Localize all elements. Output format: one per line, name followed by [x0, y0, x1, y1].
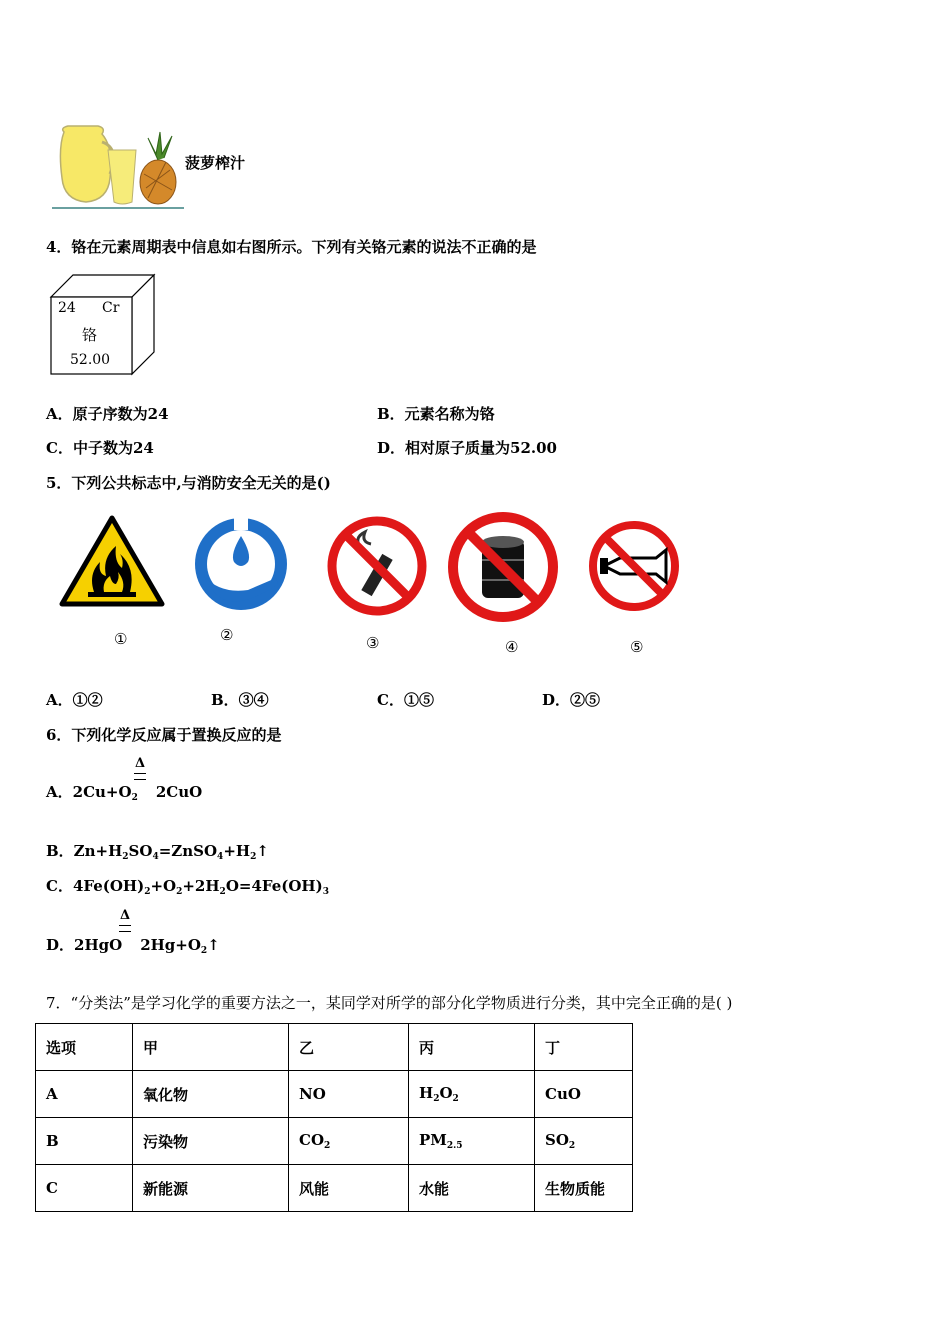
flammable-warning-sign-icon — [58, 514, 166, 608]
row-b-jia: 污染物 — [133, 1118, 289, 1165]
header-jia: 甲 — [133, 1024, 289, 1071]
q6d-equals-mark — [119, 925, 131, 932]
sign-label-2: ② — [220, 626, 234, 644]
pineapple-juice-illustration — [48, 118, 188, 213]
q6-option-a[interactable]: A．$2Cu+O_2$ 2CuO — [46, 783, 203, 803]
water-saving-sign-icon — [190, 514, 292, 614]
row-b-bing: $PM_{2.5}$ — [409, 1118, 535, 1165]
q5-option-d[interactable]: D．②⑤ — [542, 691, 601, 709]
sign-label-3: ③ — [366, 634, 380, 652]
row-a-jia: 氧化物 — [133, 1071, 289, 1118]
element-card-chromium — [48, 272, 158, 377]
row-a-yi: NO — [289, 1071, 409, 1118]
row-c-option: C — [36, 1165, 133, 1212]
table-header-row — [36, 1024, 633, 1071]
table-row — [36, 1165, 633, 1212]
no-smoking-sign-icon — [325, 514, 429, 618]
q5-option-c[interactable]: C．①⑤ — [377, 691, 434, 709]
no-honking-sign-icon — [586, 518, 682, 614]
q5-option-b[interactable]: B．③④ — [211, 691, 269, 709]
table-row — [36, 1071, 633, 1118]
sign-label-5: ⑤ — [630, 638, 644, 656]
header-option: 选项 — [36, 1024, 133, 1071]
row-b-ding: $SO_2$ — [535, 1118, 633, 1165]
q5-option-a[interactable]: A．①② — [46, 691, 103, 709]
classification-table — [35, 1023, 633, 1212]
header-bing: 丙 — [409, 1024, 535, 1071]
row-c-yi: 风能 — [289, 1165, 409, 1212]
juice-label: 菠萝榨汁 — [185, 154, 246, 172]
header-ding: 丁 — [535, 1024, 633, 1071]
question-7-stem: 7．“分类法”是学习化学的重要方法之一，某同学对所学的部分化学物质进行分类，其中完全正确的是( ) — [46, 994, 733, 1012]
question-5-stem: 5．下列公共标志中,与消防安全无关的是() — [46, 474, 331, 492]
q4-option-c[interactable]: C．中子数为24 — [46, 439, 154, 457]
element-mass: 52.00 — [70, 352, 111, 368]
q6a-heat-symbol: Δ — [135, 756, 146, 771]
row-c-ding: 生物质能 — [535, 1165, 633, 1212]
element-name: 铬 — [82, 326, 98, 344]
question-6-stem: 6．下列化学反应属于置换反应的是 — [46, 726, 282, 744]
table-row — [36, 1118, 633, 1165]
element-symbol: Cr — [102, 300, 120, 316]
row-c-jia: 新能源 — [133, 1165, 289, 1212]
row-a-ding: CuO — [535, 1071, 633, 1118]
row-b-yi: $CO_2$ — [289, 1118, 409, 1165]
no-flammable-drums-sign-icon — [446, 510, 560, 624]
row-c-bing: 水能 — [409, 1165, 535, 1212]
q6a-equals-mark — [134, 773, 146, 780]
question-4-stem: 4．铬在元素周期表中信息如右图所示。下列有关铬元素的说法不正确的是 — [46, 238, 537, 256]
q4-option-b[interactable]: B．元素名称为铬 — [377, 405, 495, 423]
q4-option-d[interactable]: D．相对原子质量为52.00 — [377, 439, 557, 457]
row-a-bing: $H_2O_2$ — [409, 1071, 535, 1118]
row-b-option: B — [36, 1118, 133, 1165]
sign-label-1: ① — [114, 630, 128, 648]
sign-label-4: ④ — [505, 638, 519, 656]
q6d-heat-symbol: Δ — [120, 908, 131, 923]
q6-option-b[interactable]: B．$Zn+H_2SO_4=ZnSO_4+H_2↑$ — [46, 842, 269, 862]
q4-option-a[interactable]: A．原子序数为24 — [46, 405, 169, 423]
header-yi: 乙 — [289, 1024, 409, 1071]
q6-option-c[interactable]: C．$4Fe(OH)_2+O_2+2H_2O=4Fe(OH)_3$ — [46, 877, 329, 897]
q6-option-d[interactable]: D．2HgO $2Hg+O_2↑$ — [46, 936, 220, 956]
row-a-option: A — [36, 1071, 133, 1118]
element-atomic-number: 24 — [58, 300, 76, 316]
